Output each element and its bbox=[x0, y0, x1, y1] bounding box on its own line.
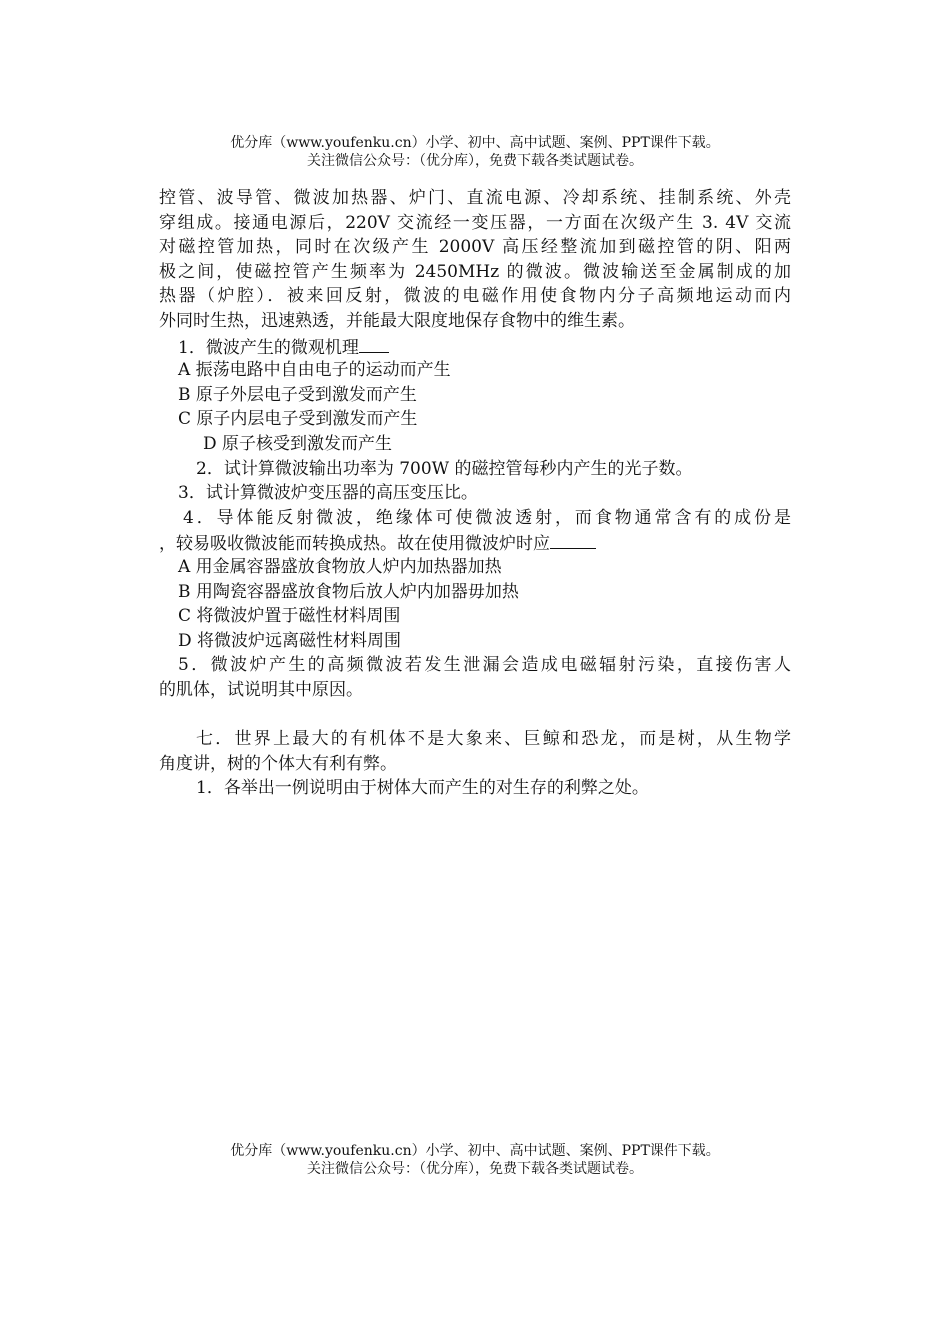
section-7-question-1: 1．各举出一例说明由于树体大而产生的对生存的利弊之处。 bbox=[196, 778, 649, 799]
question-1-option-c: C 原子内层电子受到激发而产生 bbox=[178, 409, 418, 430]
document-body bbox=[159, 186, 791, 801]
question-4-option-b: B 用陶瓷容器盛放食物后放人炉内加器毋加热 bbox=[178, 581, 519, 602]
intro-line: 对磁控管加热，同时在次级产生 2000V 高压经整流加到磁控管的阴、阳两 bbox=[159, 237, 791, 258]
intro-line: 控管、波导管、微波加热器、炉门、直流电源、冷却系统、挂制系统、外壳 bbox=[159, 188, 791, 208]
intro-line: 穿组成。接通电源后，220V 交流经一变压器，一方面在次级产生 3. 4V 交流 bbox=[159, 212, 791, 233]
intro-line: 外同时生热，迅速熟透，并能最大限度地保存食物中的维生素。 bbox=[159, 310, 635, 331]
question-1 bbox=[159, 334, 791, 359]
question-4-option-a: A 用金属容器盛放食物放人炉内加热器加热 bbox=[178, 556, 502, 577]
paragraph-gap bbox=[159, 702, 791, 727]
page-footer bbox=[0, 1142, 950, 1178]
question-1-option-d: D 原子核受到激发而产生 bbox=[203, 433, 393, 454]
question-3: 3．试计算微波炉变压器的高压变压比。 bbox=[178, 483, 478, 504]
question-4-line-1: 4．导体能反射微波，绝缘体可使微波透射，而食物通常含有的成份是 bbox=[183, 507, 791, 528]
answer-blank bbox=[359, 334, 389, 353]
answer-blank bbox=[550, 530, 596, 549]
question-4-option-c: C 将微波炉置于磁性材料周围 bbox=[178, 606, 401, 627]
question-1-option-b: B 原子外层电子受到激发而产生 bbox=[178, 384, 417, 405]
question-4-line-2 bbox=[159, 530, 791, 555]
section-7-line-1: 七．世界上最大的有机体不是大象来、巨鲸和恐龙，而是树，从生物学 bbox=[196, 729, 791, 750]
page-header bbox=[0, 134, 950, 170]
footer-line-2: 关注微信公众号：（优分库），免费下载各类试题试卷。 bbox=[307, 1161, 643, 1177]
question-1-stem: 1．微波产生的微观机理 bbox=[178, 337, 359, 358]
header-line-2: 关注微信公众号：（优分库），免费下载各类试题试卷。 bbox=[307, 153, 643, 169]
footer-line-1: 优分库（www.youfenku.cn）小学、初中、高中试题、案例、PPT课件下载。 bbox=[230, 1143, 720, 1159]
question-4-stem-tail: ，较易吸收微波能而转换成热。故在使用微波炉时应 bbox=[159, 534, 550, 555]
intro-line: 极之间，使磁控管产生频率为 2450MHz 的微波。微波输送至金属制成的加 bbox=[159, 261, 791, 282]
header-line-1: 优分库（www.youfenku.cn）小学、初中、高中试题、案例、PPT课件下载。 bbox=[230, 135, 720, 151]
section-7-line-2: 角度讲，树的个体大有利有弊。 bbox=[159, 753, 397, 774]
intro-line: 热器（炉腔）．被来回反射，微波的电磁作用使食物内分子高频地运动而内 bbox=[159, 286, 791, 307]
question-5-line-1: 5．微波炉产生的高频微波若发生泄漏会造成电磁辐射污染，直接伤害人 bbox=[178, 655, 791, 676]
question-1-option-a: A 振荡电路中自由电子的运动而产生 bbox=[178, 360, 451, 381]
intro-paragraph bbox=[159, 186, 791, 334]
question-4-option-d: D 将微波炉远离磁性材料周围 bbox=[178, 630, 402, 651]
question-2: 2．试计算微波输出功率为 700W 的磁控管每秒内产生的光子数。 bbox=[196, 458, 693, 479]
question-5-line-2: 的肌体，试说明其中原因。 bbox=[159, 679, 363, 700]
